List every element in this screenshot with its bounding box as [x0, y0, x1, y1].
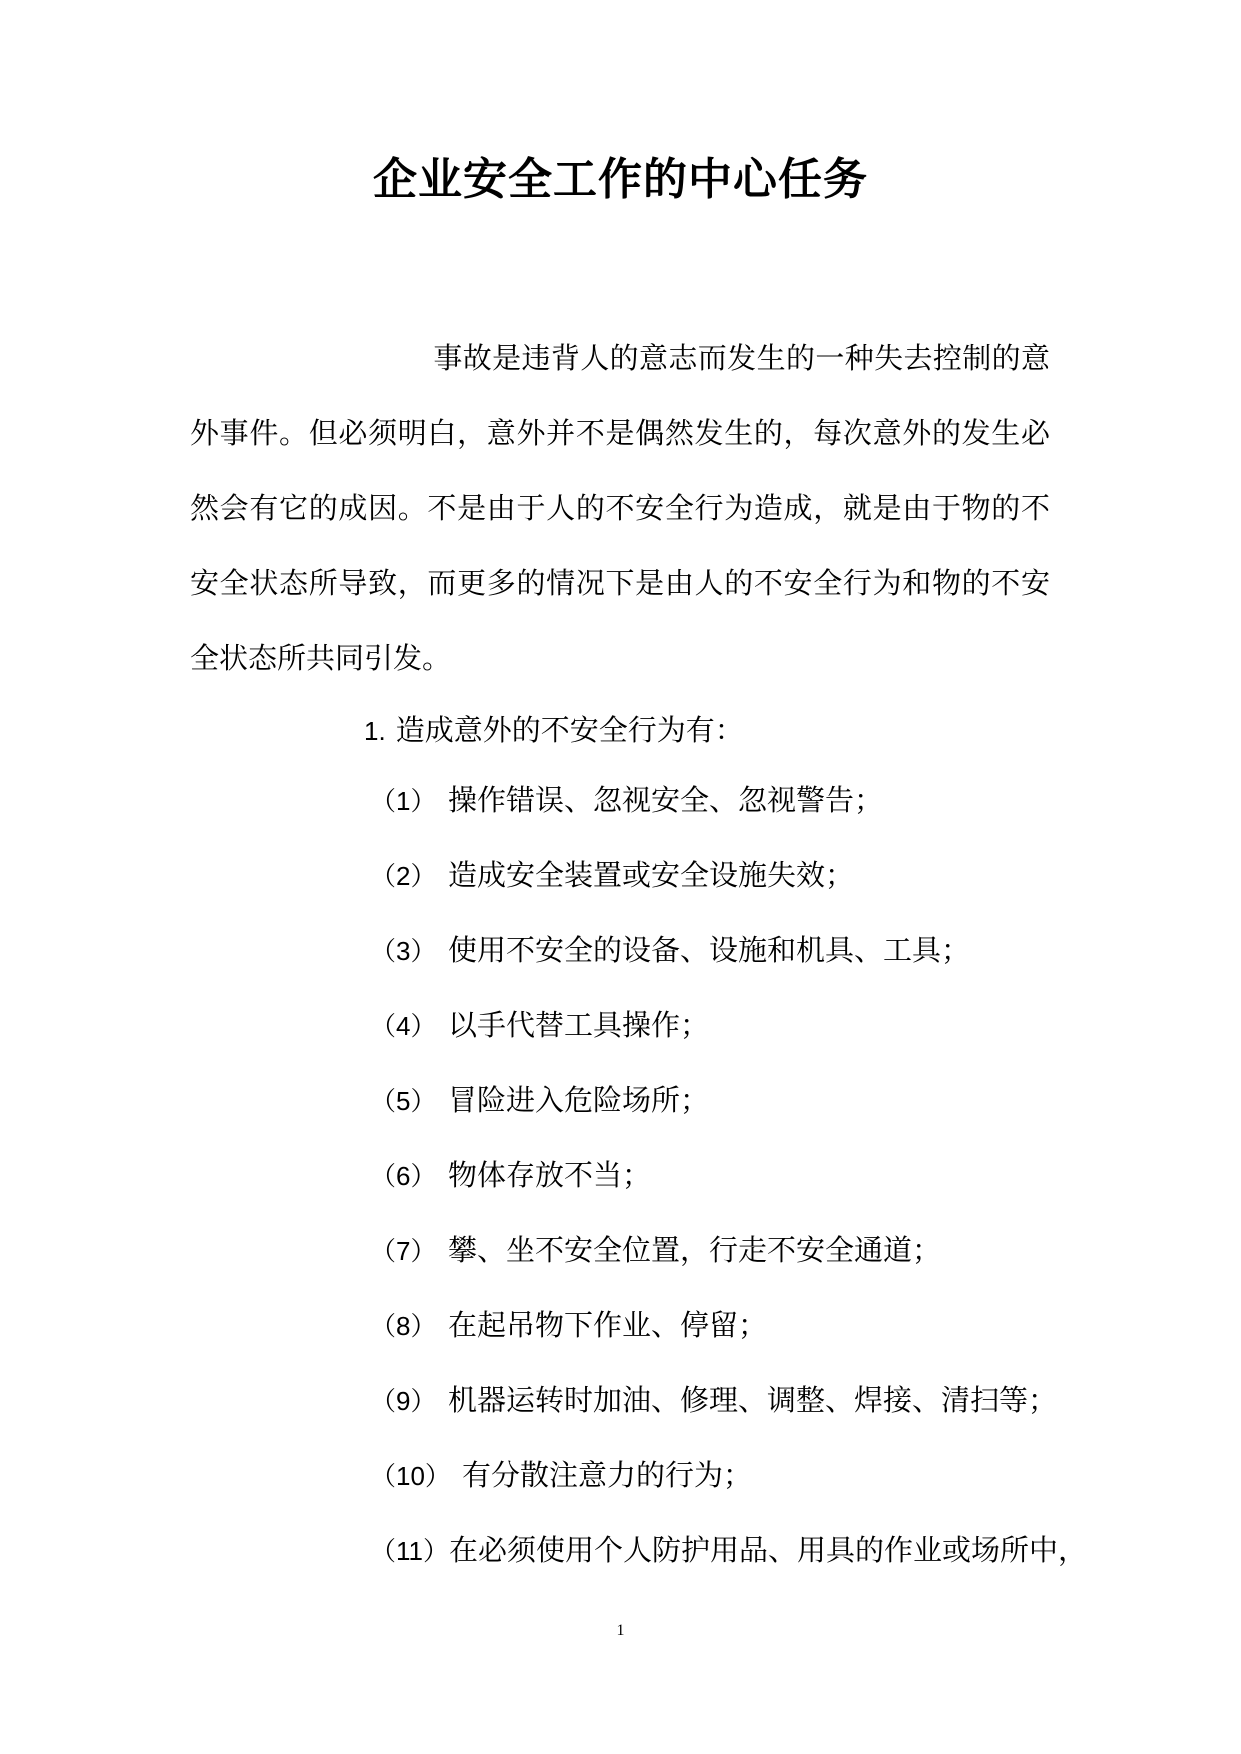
list-item-text: 以手代替工具操作； — [448, 1008, 710, 1042]
list-item-number: （9） — [370, 1386, 437, 1416]
list-item-number: （2） — [370, 861, 437, 891]
page-number: 1 — [616, 1622, 625, 1639]
list-item-number: （8） — [370, 1311, 437, 1341]
list-item — [370, 780, 883, 821]
list-item-text: 在起吊物下作业、停留； — [448, 1308, 768, 1342]
list-item-text: 有分散注意力的行为； — [462, 1458, 753, 1492]
list-item-text: 使用不安全的设备、设施和机具、工具； — [448, 933, 971, 967]
list-item — [370, 1305, 767, 1346]
section-heading-text: 造成意外的不安全行为有： — [395, 713, 744, 747]
section-number: 1. — [364, 716, 386, 746]
list-item-text: 机器运转时加油、修理、调整、焊接、清扫等； — [448, 1383, 1058, 1417]
document-title: 企业安全工作的中心任务 — [373, 154, 868, 205]
list-item-number: （11） — [370, 1536, 449, 1566]
list-item-text: 攀、坐不安全位置，行走不安全通道； — [448, 1233, 942, 1267]
list-item — [370, 1230, 941, 1271]
list-item-text: 物体存放不当； — [448, 1158, 652, 1192]
list-item — [370, 1530, 1087, 1571]
list-item-number: （1） — [370, 786, 437, 816]
list-item — [370, 1155, 651, 1196]
list-item — [370, 855, 854, 896]
list-item — [370, 1080, 709, 1121]
intro-paragraph-text: 事故是违背人的意志而发生的一种失去控制的意外事件。但必须明白，意外并不是偶然发生的，每次意外的发生必然会有它的成因。不是由于人的不安全行为造成，就是由于物的不安全状态所导致，而更多的情况下是由人的不安全行为和物的不安全状态所共同引发。 — [190, 341, 1050, 675]
list-item-number: （10） — [370, 1461, 451, 1491]
list-item-text: 操作错误、忽视安全、忽视警告； — [448, 783, 884, 817]
list-item-number: （4） — [370, 1011, 437, 1041]
list-item-number: （5） — [370, 1086, 437, 1116]
section-heading — [364, 710, 744, 751]
list-item-text: 冒险进入危险场所； — [448, 1083, 710, 1117]
list-item — [370, 1455, 752, 1496]
list-item-number: （6） — [370, 1161, 437, 1191]
intro-paragraph — [190, 321, 1050, 696]
list-item-text: 造成安全装置或安全设施失效； — [448, 858, 855, 892]
list-item-number: （7） — [370, 1236, 437, 1266]
list-item — [370, 930, 970, 971]
list-item — [370, 1380, 1057, 1421]
list-item-number: （3） — [370, 936, 437, 966]
list-item-text: 在必须使用个人防护用品、用具的作业或场所中， — [449, 1533, 1088, 1567]
list-item — [370, 1005, 709, 1046]
